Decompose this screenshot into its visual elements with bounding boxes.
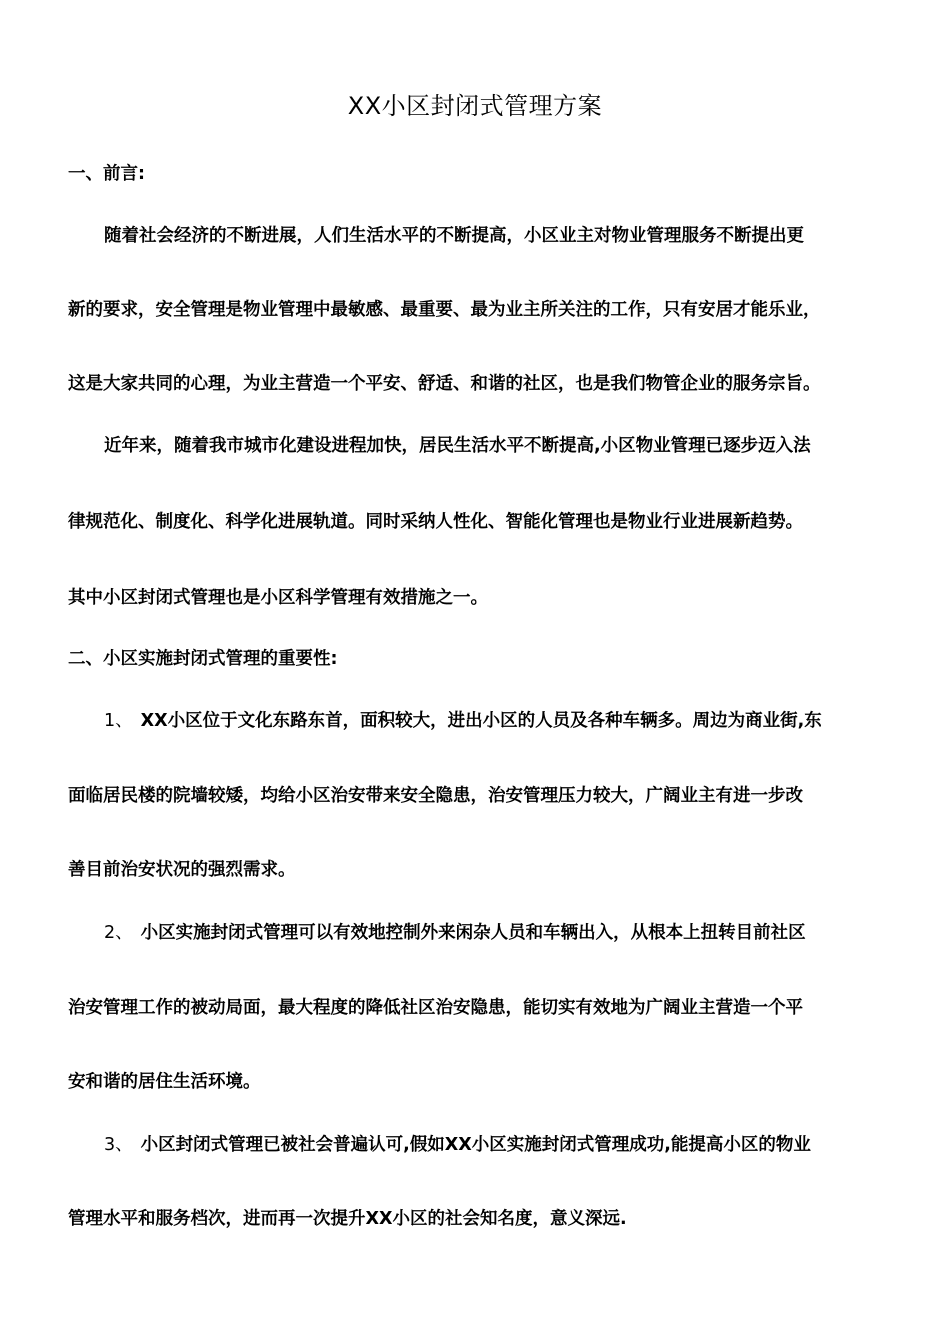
section-heading-importance: 二、小区实施封闭式管理的重要性: [68,649,338,669]
document-title: XX小区封闭式管理方案 [347,92,603,120]
list-item-number: 1、 [104,711,133,731]
paragraph-line: 这是大家共同的心理，为业主营造一个平安、舒适、和谐的社区，也是我们物管企业的服务宗旨。 [68,374,821,394]
list-item-text: XX小区位于文化东路东首，面积较大，进出小区的人员及各种车辆多。周边为商业街,东 [140,711,822,731]
paragraph-line: 管理水平和服务档次，进而再一次提升XX小区的社会知名度，意义深远. [68,1209,627,1229]
list-item-1-first-line [104,709,822,733]
paragraph-line: 治安管理工作的被动局面，最大程度的降低社区治安隐患，能切实有效地为广阔业主营造一个平 [68,998,803,1018]
paragraph-line: 近年来，随着我市城市化建设进程加快，居民生活水平不断提高,小区物业管理已逐步迈入法 [104,436,811,456]
list-item-text: 小区实施封闭式管理可以有效地控制外来闲杂人员和车辆出入，从根本上扭转目前社区 [140,923,806,943]
list-item-text: 小区封闭式管理已被社会普遍认可,假如XX小区实施封闭式管理成功,能提高小区的物业 [140,1135,811,1155]
paragraph-line: 律规范化、制度化、科学化进展轨道。同时采纳人性化、智能化管理也是物业行业进展新趋势。 [68,512,803,532]
paragraph-line: 其中小区封闭式管理也是小区科学管理有效措施之一。 [68,588,488,608]
paragraph-line: 随着社会经济的不断进展，人们生活水平的不断提高，小区业主对物业管理服务不断提出更 [104,226,804,246]
paragraph-line: 安和谐的居住生活环境。 [68,1072,261,1092]
list-item-number: 3、 [104,1135,133,1155]
paragraph-line: 新的要求，安全管理是物业管理中最敏感、最重要、最为业主所关注的工作，只有安居才能乐业， [68,300,821,320]
list-item-3-first-line [104,1133,811,1157]
section-heading-preface: 一、前言: [68,164,145,184]
list-item-2-first-line [104,921,806,945]
paragraph-line: 面临居民楼的院墙较矮，均给小区治安带来安全隐患，治安管理压力较大，广阔业主有进一步改 [68,786,803,806]
list-item-number: 2、 [104,923,133,943]
paragraph-line: 善目前治安状况的强烈需求。 [68,860,296,880]
